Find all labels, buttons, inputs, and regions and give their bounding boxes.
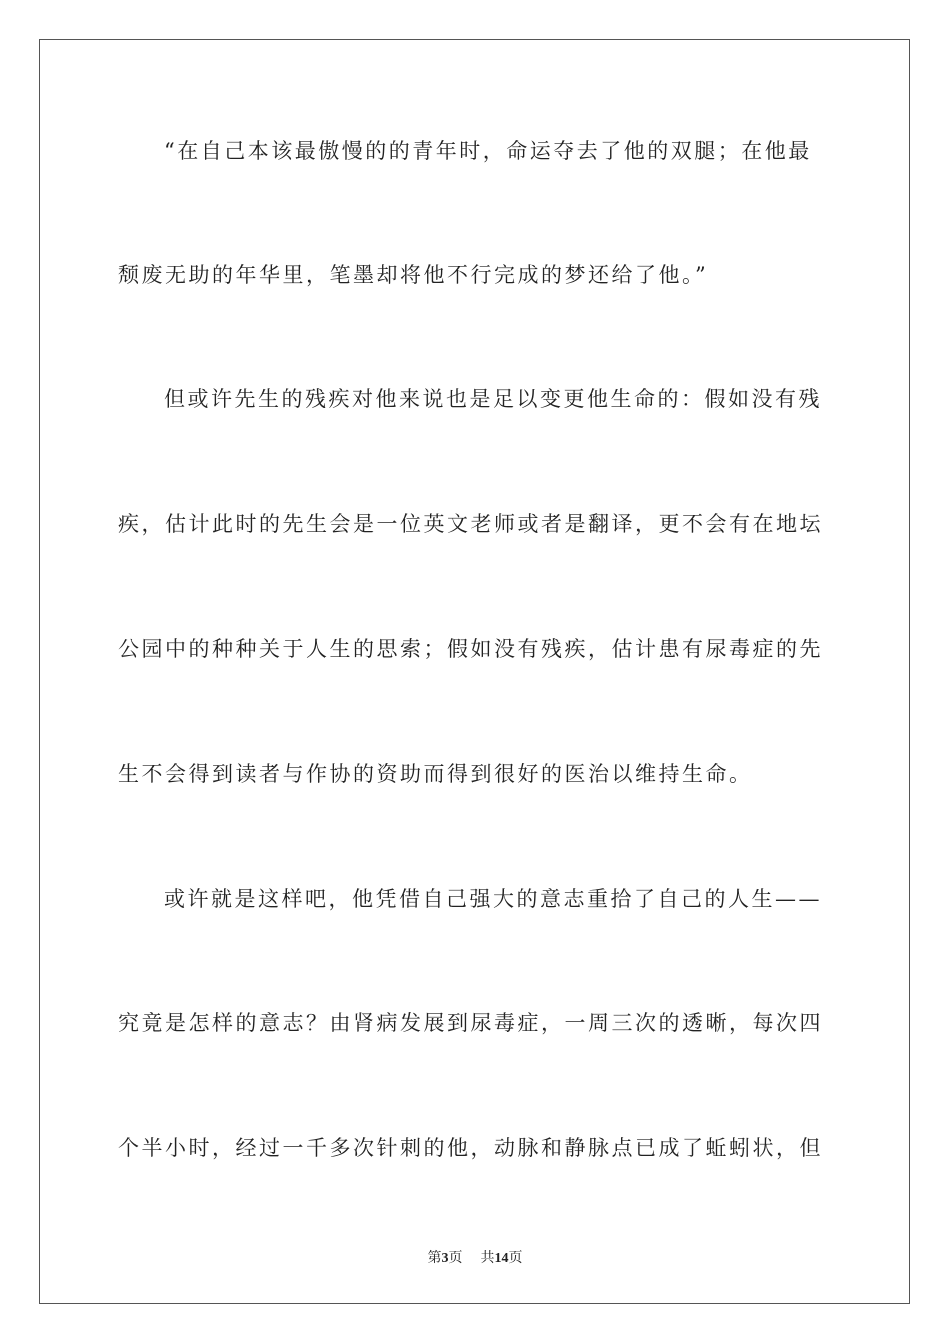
total-pages: 14 [494, 1251, 509, 1266]
text-line: 究竟是怎样的意志？由肾病发展到尿毒症，一周三次的透晰，每次四 [118, 1011, 823, 1035]
text-line: 生不会得到读者与作协的资助而得到很好的医治以维持生命。 [118, 762, 753, 786]
page-prefix: 第 [427, 1251, 442, 1266]
page-number: 3 [441, 1251, 449, 1266]
total-suffix: 页 [508, 1251, 523, 1266]
text-line: “在自己本该最傲慢的的青年时，命运夺去了他的双腿；在他最 [164, 139, 812, 163]
text-line: 但或许先生的残疾对他来说也是足以变更他生命的：假如没有残 [164, 387, 822, 411]
total-prefix: 共 [480, 1251, 495, 1266]
page-footer [0, 1247, 950, 1267]
text-line: 颓废无助的年华里，笔墨却将他不行完成的梦还给了他。” [118, 263, 709, 287]
text-line: 公园中的种种关于人生的思索；假如没有残疾，估计患有尿毒症的先 [118, 637, 823, 661]
page-border [39, 39, 910, 1304]
page-suffix: 页 [448, 1251, 463, 1266]
text-line: 或许就是这样吧，他凭借自己强大的意志重拾了自己的人生—— [164, 887, 822, 911]
text-line: 疾，估计此时的先生会是一位英文老师或者是翻译，更不会有在地坛 [118, 512, 823, 536]
text-line: 个半小时，经过一千多次针刺的他，动脉和静脉点已成了蚯蚓状，但 [118, 1136, 823, 1160]
